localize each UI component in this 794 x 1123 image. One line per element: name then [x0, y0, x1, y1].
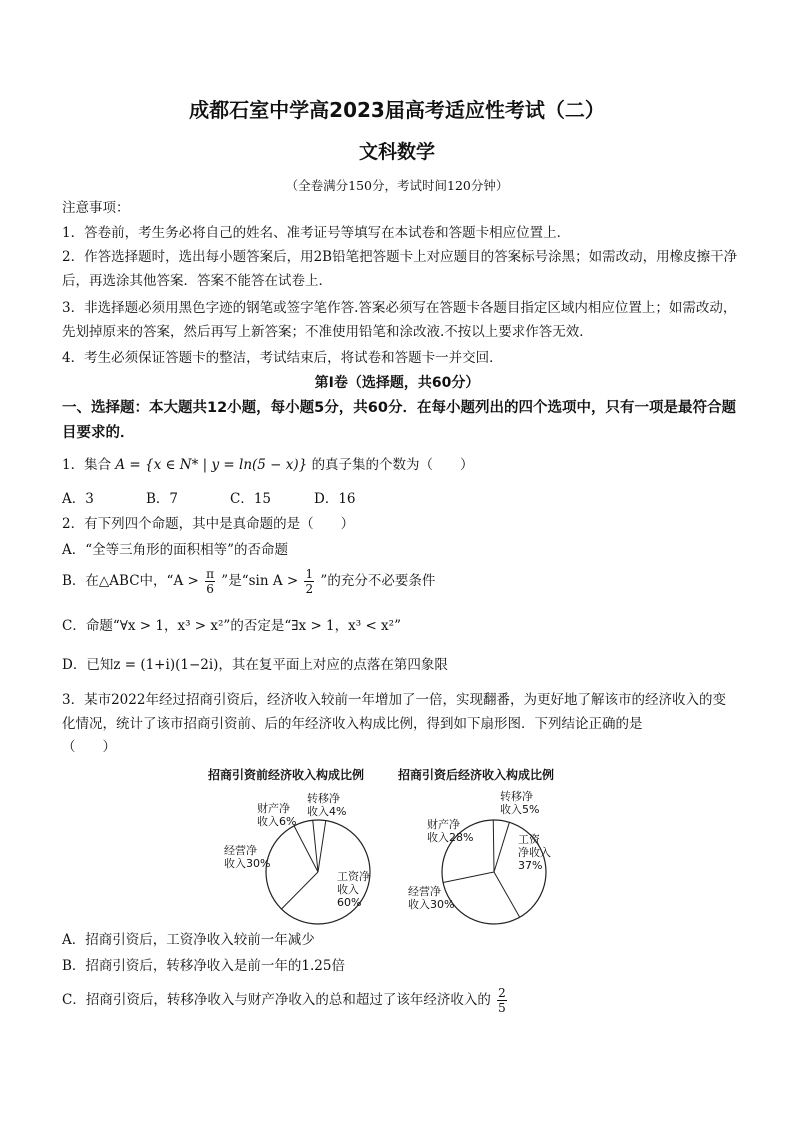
notes-item-2: 2．作答选择题时，选出每小题答案后，用2B铅笔把答题卡上对应题目的答案标号涂黑；如需改动，用橡皮擦干净后，再选涂其他答案．答案不能答在试卷上． [62, 249, 738, 289]
section-1-heading: 一、选择题：本大题共12小题，每小题5分，共60分．在每小题列出的四个选项中，只有一项是最符合题目要求的． [62, 400, 736, 441]
q2-option-c: C．命题“∀x > 1，x³ > x²”的否定是“∃x > 1，x³ < x²” [62, 618, 401, 634]
q1-option-c: C．15 [230, 491, 272, 507]
q2-b-fraction-1 [205, 567, 215, 596]
q2-option-d: D．已知z = (1+i)(1−2i)，其在复平面上对应的点落在第四象限 [62, 657, 448, 673]
q3-c-frac-den: 5 [498, 1001, 506, 1015]
q3-c-fraction [497, 986, 507, 1015]
q3-c-prefix: C．招商引资后，转移净收入与财产净收入的总和超过了该年经济收入的 [62, 992, 491, 1008]
pie-chart-after [408, 789, 551, 924]
pie-label: 转移净收入4% [307, 792, 347, 818]
pie-label: 转移净收入5% [500, 790, 540, 816]
section-1-title: 第Ⅰ卷（选择题，共60分） [314, 375, 480, 391]
pie-label: 工资净收入 37% [518, 833, 551, 872]
q2-b-suffix: ”的充分不必要条件 [320, 573, 436, 589]
notes-heading: 注意事项： [62, 200, 130, 216]
notes-item-4: 4．考生必须保证答题卡的整洁，考试结束后，将试卷和答题卡一并交回． [62, 350, 503, 366]
pie-label: 经营净收入30% [408, 885, 455, 911]
q2-b-prefix: B．在△ABC中，“A > [62, 573, 199, 589]
pie-charts [200, 788, 600, 928]
q2-option-a: A．“全等三角形的面积相等”的否命题 [62, 542, 289, 558]
q3-stem: 3．某市2022年经过招商引资后，经济收入较前一年增加了一倍，实现翻番，为更好地了解该市的经济收入的变化情况，统计了该市招商引资前、后的年经济收入构成比例，得到如下扇形图．下列结论正确的是 [62, 692, 726, 732]
q3-paren: （ ） [62, 739, 116, 755]
exam-info: （全卷满分150分，考试时间120分钟） [285, 178, 509, 193]
chart-after-title: 招商引资后经济收入构成比例 [398, 768, 555, 782]
q1-set: A = {x ∈ N* | y = ln(5 − x)} [115, 457, 308, 473]
q2-b-frac1-num: π [206, 567, 214, 581]
q1-option-b: B．7 [146, 491, 179, 507]
exam-subject: 文科数学 [358, 141, 435, 163]
q2-option-b [62, 566, 435, 596]
q3-option-a: A．招商引资后，工资净收入较前一年减少 [62, 932, 315, 948]
pie-label: 工资净收入 60% [337, 870, 370, 909]
q3-option-b: B．招商引资后，转移净收入是前一年的1.25倍 [62, 958, 345, 974]
pie-chart-before [224, 791, 370, 924]
q1-option-a: A．3 [62, 491, 94, 507]
q1-stem [62, 456, 474, 474]
q2-b-frac1-den: 6 [206, 582, 214, 596]
pie-label: 财产净收入28% [427, 818, 474, 844]
notes-item-1: 1．答卷前，考生务必将自己的姓名、准考证号等填写在本试卷和答题卡相应位置上． [62, 225, 571, 241]
q2-b-fraction-2 [304, 567, 314, 596]
q3-option-c [62, 985, 509, 1015]
pie-label: 经营净收入30% [224, 844, 271, 870]
q1-suffix: 的真子集的个数为（ ） [311, 457, 474, 473]
q3-c-frac-num: 2 [498, 986, 506, 1000]
notes-item-3: 3．非选择题必须用黑色字迹的钢笔或签字笔作答.答案必须写在答题卡各题目指定区域内相应位置上；如需改动，先划掉原来的答案，然后再写上新答案；不准使用铅笔和涂改液.不按以上要求作答无效． [62, 300, 737, 340]
q1-prefix: 1．集合 [62, 457, 112, 473]
exam-title: 成都石室中学高2023届高考适应性考试（二） [189, 98, 605, 122]
pie-label: 财产净收入6% [257, 802, 297, 828]
q1-option-d: D．16 [314, 491, 356, 507]
q2-b-frac2-num: 1 [305, 567, 314, 581]
q2-b-frac2-den: 2 [305, 582, 314, 596]
chart-before-title: 招商引资前经济收入构成比例 [208, 768, 365, 782]
q2-b-mid: ”是“sin A > [221, 573, 299, 589]
q2-stem: 2．有下列四个命题，其中是真命题的是（ ） [62, 516, 355, 532]
